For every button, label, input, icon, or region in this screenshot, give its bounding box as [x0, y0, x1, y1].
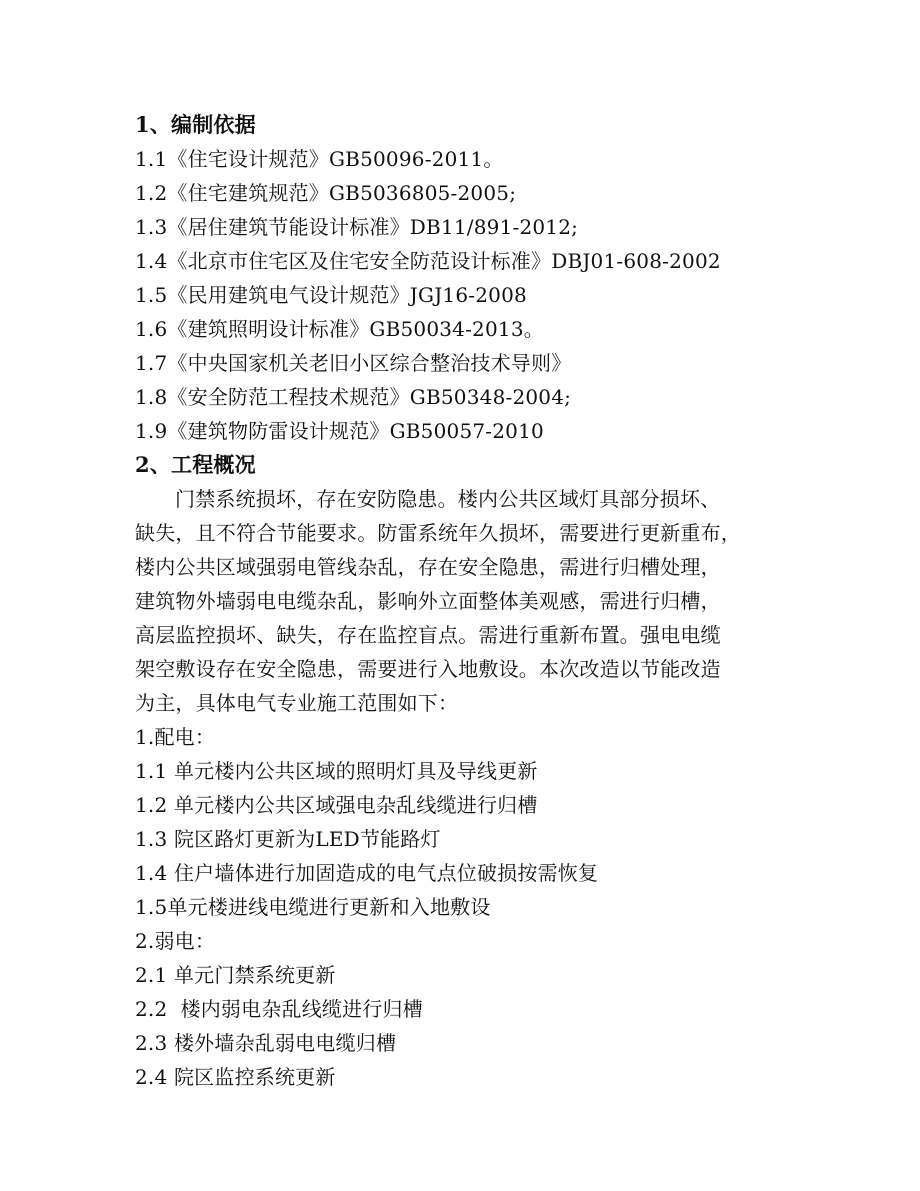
- power-item: 1.2 单元楼内公共区域强电杂乱线缆进行归槽: [135, 793, 538, 817]
- basis-item: 1.7《中央国家机关老旧小区综合整治技术导则》: [135, 351, 572, 375]
- weak-current-item: 2.1 单元门禁系统更新: [135, 963, 336, 987]
- document-body: [135, 108, 795, 1094]
- section-heading-overview: 2、工程概况: [135, 452, 256, 477]
- weak-current-item: 2.2 楼内弱电杂乱线缆进行归槽: [135, 997, 423, 1021]
- overview-paragraph-line: 建筑物外墙弱电电缆杂乱，影响外立面整体美观感，需进行归槽，: [135, 589, 721, 613]
- basis-item: 1.6《建筑照明设计标准》GB50034-2013。: [135, 317, 544, 341]
- overview-paragraph-line: 楼内公共区域强弱电管线杂乱，存在安全隐患，需进行归槽处理，: [135, 555, 721, 579]
- overview-paragraph-line: 架空敷设存在安全隐患，需要进行入地敷设。本次改造以节能改造: [135, 657, 721, 681]
- power-item: 1.3 院区路灯更新为LED节能路灯: [135, 827, 441, 851]
- subheading-weak-current: 2.弱电：: [135, 929, 216, 953]
- basis-item: 1.2《住宅建筑规范》GB5036805-2005;: [135, 181, 517, 205]
- basis-item: 1.1《住宅设计规范》GB50096-2011。: [135, 147, 504, 171]
- overview-paragraph-line: 为主，具体电气专业施工范围如下：: [135, 691, 459, 715]
- subheading-power: 1.配电：: [135, 725, 216, 749]
- weak-current-item: 2.3 楼外墙杂乱弱电电缆归槽: [135, 1031, 397, 1055]
- weak-current-item: 2.4 院区监控系统更新: [135, 1065, 336, 1089]
- power-item: 1.4 住户墙体进行加固造成的电气点位破损按需恢复: [135, 861, 599, 885]
- basis-item: 1.8《安全防范工程技术规范》GB50348-2004;: [135, 385, 572, 409]
- section-heading-basis: 1、编制依据: [135, 112, 256, 137]
- overview-paragraph-line: 缺失，且不符合节能要求。防雷系统年久损坏，需要进行更新重布，: [135, 521, 741, 545]
- overview-paragraph-line: 门禁系统损坏，存在安防隐患。楼内公共区域灯具部分损坏、: [175, 487, 721, 511]
- basis-item: 1.5《民用建筑电气设计规范》JGJ16-2008: [135, 283, 527, 307]
- basis-item: 1.3《居住建筑节能设计标准》DB11/891-2012;: [135, 215, 579, 239]
- power-item: 1.5单元楼进线电缆进行更新和入地敷设: [135, 895, 491, 919]
- overview-paragraph-line: 高层监控损坏、缺失，存在监控盲点。需进行重新布置。强电电缆: [135, 623, 721, 647]
- power-item: 1.1 单元楼内公共区域的照明灯具及导线更新: [135, 759, 538, 783]
- basis-item: 1.4《北京市住宅区及住宅安全防范设计标准》DBJ01-608-2002: [135, 249, 721, 273]
- basis-item: 1.9《建筑物防雷设计规范》GB50057-2010: [135, 419, 544, 443]
